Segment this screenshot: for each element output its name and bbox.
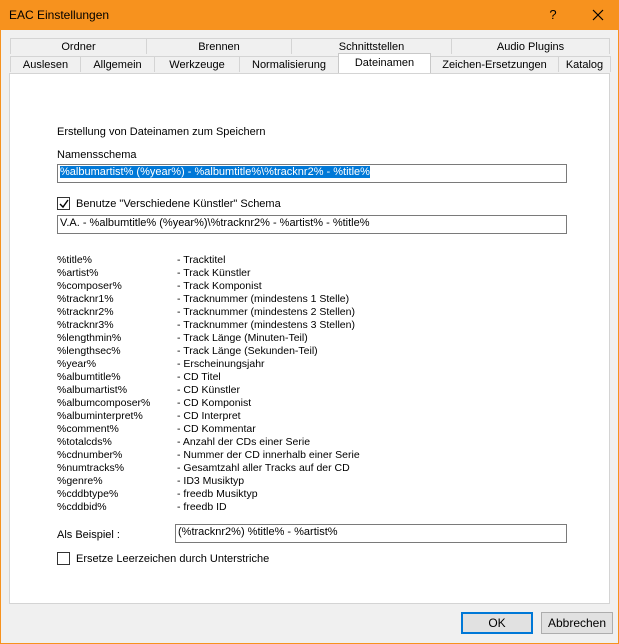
variable-desc: - CD Kommentar [177, 423, 256, 435]
tab-audio-plugins[interactable]: Audio Plugins [451, 38, 610, 54]
variable-desc: - CD Komponist [177, 397, 252, 409]
variable-row [57, 436, 377, 449]
variable-desc: - Track Komponist [177, 280, 262, 292]
variable-name: %lengthsec% [57, 345, 121, 357]
variable-row [57, 462, 377, 475]
variable-desc: - Track Länge (Sekunden-Teil) [177, 345, 318, 357]
various-artists-input[interactable] [57, 215, 567, 234]
tab-auslesen[interactable]: Auslesen [10, 56, 81, 72]
variable-name: %composer% [57, 280, 122, 292]
variable-name: %genre% [57, 475, 103, 487]
variable-desc: - Gesamtzahl aller Tracks auf der CD [177, 462, 350, 474]
variable-row [57, 488, 377, 501]
title-bar[interactable] [1, 1, 618, 30]
cancel-button[interactable]: Abbrechen [541, 612, 613, 634]
variable-name: %totalcds% [57, 436, 112, 448]
variable-name: %title% [57, 254, 93, 266]
variable-desc: - Track Länge (Minuten-Teil) [177, 332, 308, 344]
variable-desc: - Tracknummer (mindestens 2 Stellen) [177, 306, 355, 318]
example-input[interactable] [175, 524, 567, 543]
variable-row [57, 410, 377, 423]
variable-row [57, 397, 377, 410]
variable-name: %numtracks% [57, 462, 125, 474]
variable-row [57, 345, 377, 358]
variable-desc: - Tracktitel [177, 254, 226, 266]
tab-row-back [10, 38, 609, 55]
variable-row [57, 423, 377, 436]
variable-desc: - Anzahl der CDs einer Serie [177, 436, 311, 448]
variables-list [57, 254, 377, 514]
variable-name: %albumcomposer% [57, 397, 151, 409]
variable-row [57, 501, 377, 514]
window-title: EAC Einstellungen [9, 8, 110, 22]
variable-name: %albumartist% [57, 384, 128, 396]
variable-row [57, 254, 377, 267]
variable-desc: - Tracknummer (mindestens 3 Stellen) [177, 319, 355, 331]
variable-row [57, 358, 377, 371]
section-heading: Erstellung von Dateinamen zum Speichern [57, 126, 266, 138]
variable-name: %cddbid% [57, 501, 107, 513]
replace-spaces-label: Ersetze Leerzeichen durch Unterstriche [76, 553, 270, 565]
tab-row-front [10, 56, 610, 73]
variable-desc: - CD Interpret [177, 410, 241, 422]
variable-desc: - ID3 Musiktyp [177, 475, 245, 487]
tab-allgemein[interactable]: Allgemein [80, 56, 155, 72]
variable-desc: - Erscheinungsjahr [177, 358, 265, 370]
naming-scheme-input[interactable] [57, 164, 567, 183]
various-artists-label: Benutze "Verschiedene Künstler" Schema [76, 198, 281, 210]
variable-name: %cddbtype% [57, 488, 119, 500]
naming-scheme-value: %albumartist% (%year%) - %albumtitle%\%tracknr2% - %title% [60, 166, 370, 178]
variable-row [57, 449, 377, 462]
variable-name: %artist% [57, 267, 99, 279]
dateinamen-panel [9, 73, 610, 604]
example-label: Als Beispiel : [57, 529, 120, 541]
tab-zeichen-ersetzungen[interactable]: Zeichen-Ersetzungen [430, 56, 559, 72]
variable-name: %tracknr1% [57, 293, 114, 305]
various-artists-value: V.A. - %albumtitle% (%year%)\%tracknr2% - %artist% - %title% [60, 217, 370, 229]
variable-desc: - freedb ID [177, 501, 227, 513]
variable-row [57, 293, 377, 306]
tab-katalog[interactable]: Katalog [558, 56, 611, 72]
variable-desc: - CD Künstler [177, 384, 241, 396]
variable-desc: - Nummer der CD innerhalb einer Serie [177, 449, 360, 461]
variable-row [57, 267, 377, 280]
variable-desc: - CD Titel [177, 371, 221, 383]
tab-brennen[interactable]: Brennen [146, 38, 292, 54]
variable-desc: - freedb Musiktyp [177, 488, 258, 500]
variable-row [57, 280, 377, 293]
tab-dateinamen[interactable]: Dateinamen [338, 53, 431, 73]
close-icon [592, 9, 604, 21]
ok-button[interactable]: OK [461, 612, 533, 634]
close-button[interactable] [587, 4, 609, 26]
variable-name: %year% [57, 358, 97, 370]
tab-ordner[interactable]: Ordner [10, 38, 147, 54]
variable-name: %cdnumber% [57, 449, 123, 461]
tab-schnittstellen[interactable]: Schnittstellen [291, 38, 452, 54]
variable-row [57, 475, 377, 488]
checkmark-icon [59, 199, 69, 209]
variable-name: %tracknr2% [57, 306, 114, 318]
variable-desc: - Track Künstler [177, 267, 251, 279]
variable-row [57, 332, 377, 345]
variable-row [57, 319, 377, 332]
example-value: (%tracknr2%) %title% - %artist% [178, 526, 338, 538]
various-artists-checkbox[interactable] [57, 197, 70, 210]
variable-row [57, 306, 377, 319]
tab-normalisierung[interactable]: Normalisierung [239, 56, 339, 72]
help-button[interactable]: ? [549, 7, 557, 22]
tab-werkzeuge[interactable]: Werkzeuge [154, 56, 240, 72]
replace-spaces-checkbox[interactable] [57, 552, 70, 565]
variable-name: %albumtitle% [57, 371, 121, 383]
variable-row [57, 384, 377, 397]
variable-name: %tracknr3% [57, 319, 114, 331]
variable-name: %albuminterpret% [57, 410, 143, 422]
variable-desc: - Tracknummer (mindestens 1 Stelle) [177, 293, 350, 305]
variable-row [57, 371, 377, 384]
variable-name: %comment% [57, 423, 119, 435]
variable-name: %lengthmin% [57, 332, 122, 344]
naming-scheme-label: Namensschema [57, 149, 137, 161]
